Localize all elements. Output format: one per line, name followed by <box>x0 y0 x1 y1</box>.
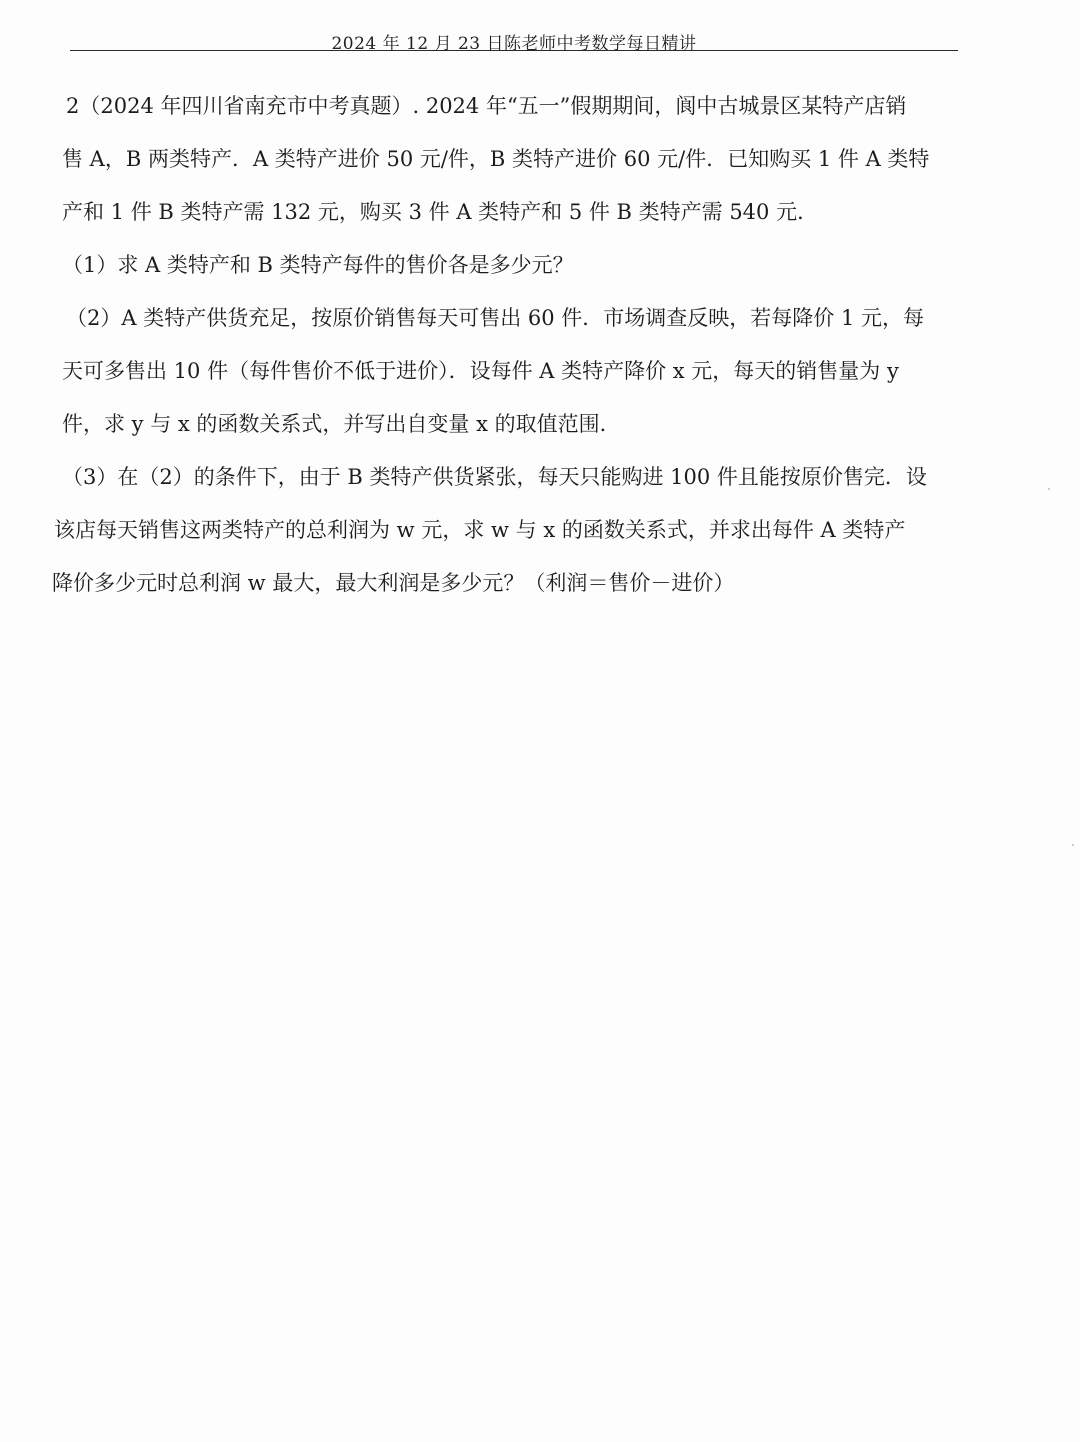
question-3-line-2: 该店每天销售这两类特产的总利润为 w 元，求 w 与 x 的函数关系式，并求出每件 A 类特产 <box>54 518 906 542</box>
question-1-line-1: （1）求 A 类特产和 B 类特产每件的售价各是多少元？ <box>62 253 574 277</box>
scan-speck <box>1072 844 1074 846</box>
scan-speck <box>1048 488 1050 490</box>
problem-intro-line-1: 2（2024 年四川省南充市中考真题）. 2024 年“五一”假期期间，阆中古城景区某特产店销 <box>66 94 907 118</box>
question-2-line-2: 天可多售出 10 件（每件售价不低于进价）．设每件 A 类特产降价 x 元，每天的销售量为 y <box>62 359 899 383</box>
question-2-line-1: （2）A 类特产供货充足，按原价销售每天可售出 60 件．市场调查反映，若每降价 1 元，每 <box>66 306 924 330</box>
question-2-line-3: 件，求 y 与 x 的函数关系式，并写出自变量 x 的取值范围． <box>62 412 621 436</box>
problem-intro-line-2: 售 A，B 两类特产．A 类特产进价 50 元/件，B 类特产进价 60 元/件．已知购买 1 件 A 类特 <box>62 147 930 171</box>
header-title: 2024 年 12 月 23 日陈老师中考数学每日精讲 <box>331 34 697 54</box>
question-3-line-3: 降价多少元时总利润 w 最大，最大利润是多少元？（利润＝售价－进价） <box>52 571 735 595</box>
problem-body <box>52 80 982 610</box>
page-header <box>70 30 958 54</box>
question-3-line-1: （3）在（2）的条件下，由于 B 类特产供货紧张，每天只能购进 100 件且能按原价售完．设 <box>62 465 927 489</box>
problem-intro-line-3: 产和 1 件 B 类特产需 132 元，购买 3 件 A 类特产和 5 件 B 类特产需 540 元． <box>62 200 819 224</box>
